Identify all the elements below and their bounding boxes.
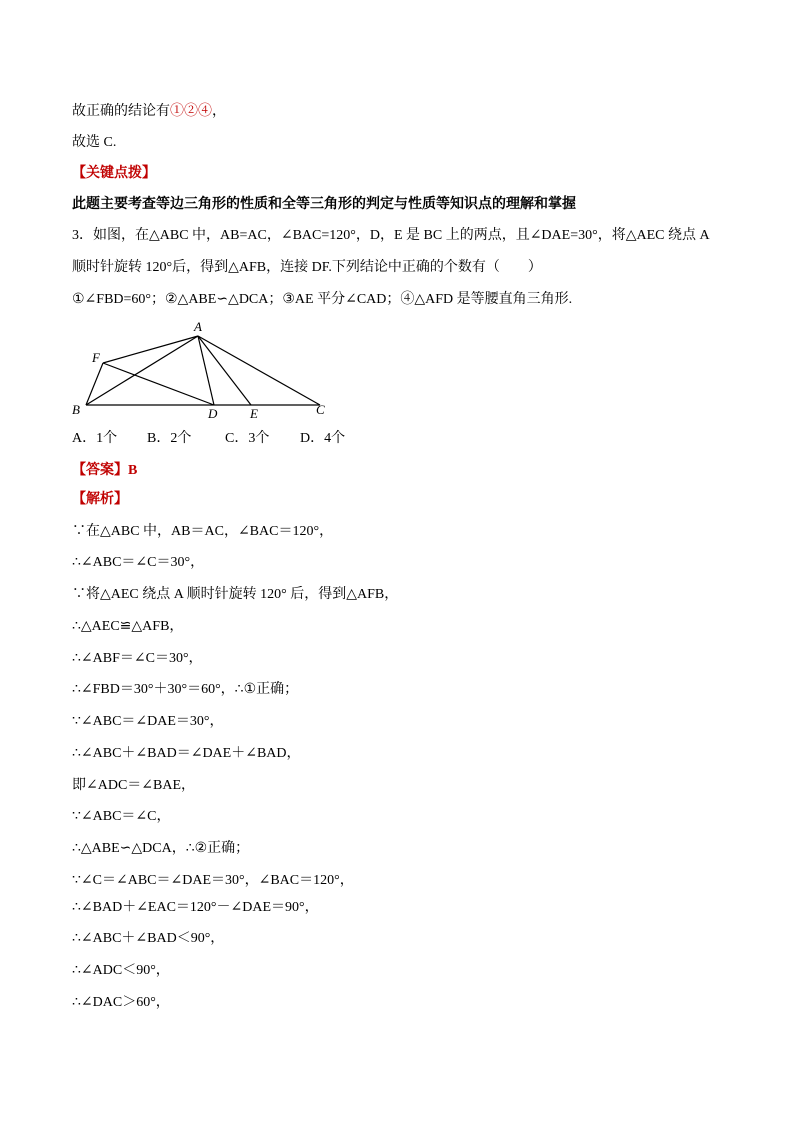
label-e: E — [250, 406, 258, 421]
option-b: B．2个 — [147, 431, 192, 446]
question-line-2: 顺时针旋转 120°后，得到△AFB，连接 DF.下列结论中正确的个数有（ ） — [72, 260, 542, 275]
solution-step-2: ∴∠ABC＝∠C＝30°， — [72, 555, 205, 570]
solution-step-8: ∴∠ABC＋∠BAD＝∠DAE＋∠BAD， — [72, 746, 301, 761]
solution-step-3: ∵将△AEC 绕点 A 顺时针旋转 120° 后，得到△AFB， — [72, 587, 399, 602]
choice-line: 故选 C. — [72, 135, 117, 150]
analysis-heading: 【解析】 — [72, 492, 128, 507]
answer-heading: 【答案】B — [72, 463, 138, 478]
solution-step-16: ∴∠DAC＞60°， — [72, 995, 170, 1010]
segment-ac — [198, 336, 320, 405]
option-d: D．4个 — [300, 431, 346, 446]
label-b: B — [72, 402, 80, 417]
geometry-figure — [66, 318, 356, 428]
solution-step-12: ∵∠C＝∠ABC＝∠DAE＝30°，∠BAC＝120°， — [72, 873, 354, 888]
solution-step-11: ∴△ABE∽△DCA，∴②正确； — [72, 841, 250, 856]
option-c: C．3个 — [225, 431, 270, 446]
answer-options — [72, 430, 345, 448]
solution-step-14: ∴∠ABC＋∠BAD＜90°， — [72, 931, 225, 946]
solution-step-13: ∴∠BAD＋∠EAC＝120°－∠DAE＝90°， — [72, 900, 319, 915]
label-c: C — [316, 402, 325, 417]
solution-step-5: ∴∠ABF＝∠C＝30°， — [72, 651, 203, 666]
conclusion-comma: ， — [212, 104, 226, 119]
key-point-heading: 【关键点拨】 — [72, 166, 156, 181]
segment-fb — [86, 363, 103, 405]
conclusion-numbers: ①②④ — [170, 104, 212, 119]
solution-step-4: ∴△AEC≌△AFB， — [72, 619, 184, 634]
segment-af — [103, 336, 198, 363]
solution-step-9: 即∠ADC＝∠BAE， — [72, 778, 196, 793]
label-a: A — [194, 319, 202, 334]
conclusion-line — [72, 103, 226, 121]
label-f: F — [92, 350, 100, 365]
solution-step-15: ∴∠ADC＜90°， — [72, 963, 170, 978]
solution-step-1: ∵在△ABC 中，AB＝AC，∠BAC＝120°， — [72, 524, 334, 539]
solution-step-6: ∴∠FBD＝30°＋30°＝60°，∴①正确； — [72, 682, 299, 697]
solution-step-10: ∵∠ABC＝∠C， — [72, 809, 171, 824]
option-a: A．1个 — [72, 431, 118, 446]
question-statements: ①∠FBD=60°；②△ABE∽△DCA；③AE 平分∠CAD；④△AFD 是等腰直角三角形. — [72, 292, 573, 307]
segment-ab — [86, 336, 198, 405]
solution-step-7: ∵∠ABC＝∠DAE＝30°， — [72, 714, 224, 729]
question-line-1: 3．如图，在△ABC 中，AB=AC，∠BAC=120°，D，E 是 BC 上的两点，且∠DAE=30°，将△AEC 绕点 A — [72, 228, 710, 243]
key-point-text: 此题主要考查等边三角形的性质和全等三角形的判定与性质等知识点的理解和掌握 — [72, 197, 576, 212]
conclusion-text: 故正确的结论有 — [72, 104, 170, 119]
label-d: D — [208, 406, 218, 421]
